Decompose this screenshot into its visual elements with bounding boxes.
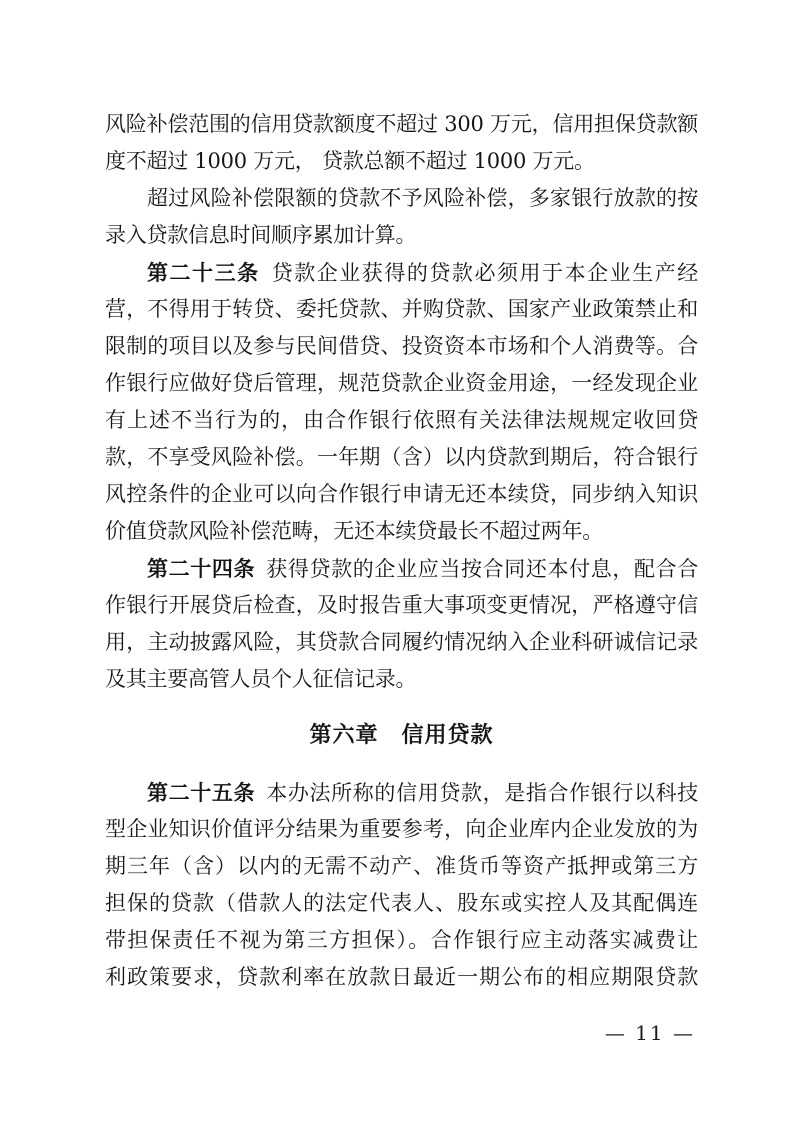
article-text: 获得贷款的企业应当按合同还本付息，配合合 xyxy=(255,557,699,581)
text-line: 风控条件的企业可以向合作银行申请无还本续贷，同步纳入知识 xyxy=(105,482,698,506)
text-line: 价值贷款风险补偿范畴，无还本续贷最长不超过两年。 xyxy=(105,519,603,543)
article-opening-line xyxy=(105,254,698,291)
text-line: 度不超过 1000 万元， 贷款总额不超过 1000 万元。 xyxy=(105,149,595,173)
article-text: 贷款企业获得的贷款必须用于本企业生产经 xyxy=(259,261,698,285)
text-line: 有上述不当行为的，由合作银行依照有关法律法规规定收回贷 xyxy=(105,408,698,432)
text-line: 利政策要求，贷款利率在放款日最近一期公布的相应期限贷款 xyxy=(105,965,698,989)
text-line: 用，主动披露风险，其贷款合同履约情况纳入企业科研诚信记录 xyxy=(105,630,698,654)
text-line: 款，不享受风险补偿。一年期（含）以内贷款到期后，符合银行 xyxy=(105,445,698,469)
text-line: 限制的项目以及参与民间借贷、投资资本市场和个人消费等。合 xyxy=(105,334,698,358)
document-body xyxy=(105,106,698,996)
article-number: 第二十四条 xyxy=(147,556,256,581)
text-line: 作银行应做好贷后管理，规范贷款企业资金用途，一经发现企业 xyxy=(105,371,698,395)
text-line: 营，不得用于转贷、委托贷款、并购贷款、国家产业政策禁止和 xyxy=(105,297,698,321)
text-line: 录入贷款信息时间顺序累加计算。 xyxy=(105,223,417,247)
text-line: 型企业知识价值评分结果为重要参考，向企业库内企业发放的为 xyxy=(105,817,698,841)
article-opening-line xyxy=(105,550,698,587)
article-text: 本办法所称的信用贷款，是指合作银行以科技 xyxy=(255,781,699,805)
text-line: 风险补偿范围的信用贷款额度不超过 300 万元，信用担保贷款额 xyxy=(105,112,698,136)
page-number: — 11 — xyxy=(604,1021,695,1045)
text-line: 作银行开展贷后检查，及时报告重大事项变更情况，严格遵守信 xyxy=(105,593,698,617)
text-line: 期三年（含）以内的无需不动产、准货币等资产抵押或第三方 xyxy=(105,854,698,878)
chapter-heading: 第六章 信用贷款 xyxy=(309,723,494,748)
text-line: 担保的贷款（借款人的法定代表人、股东或实控人及其配偶连 xyxy=(105,891,698,915)
text-line: 带担保责任不视为第三方担保）。合作银行应主动落实减费让 xyxy=(105,928,698,952)
text-line: 及其主要高管人员个人征信记录。 xyxy=(105,667,417,691)
article-number: 第二十三条 xyxy=(147,260,260,285)
article-number: 第二十五条 xyxy=(147,780,256,805)
article-opening-line xyxy=(105,774,698,811)
text-line: 超过风险补偿限额的贷款不予风险补偿，多家银行放款的按 xyxy=(147,186,698,210)
